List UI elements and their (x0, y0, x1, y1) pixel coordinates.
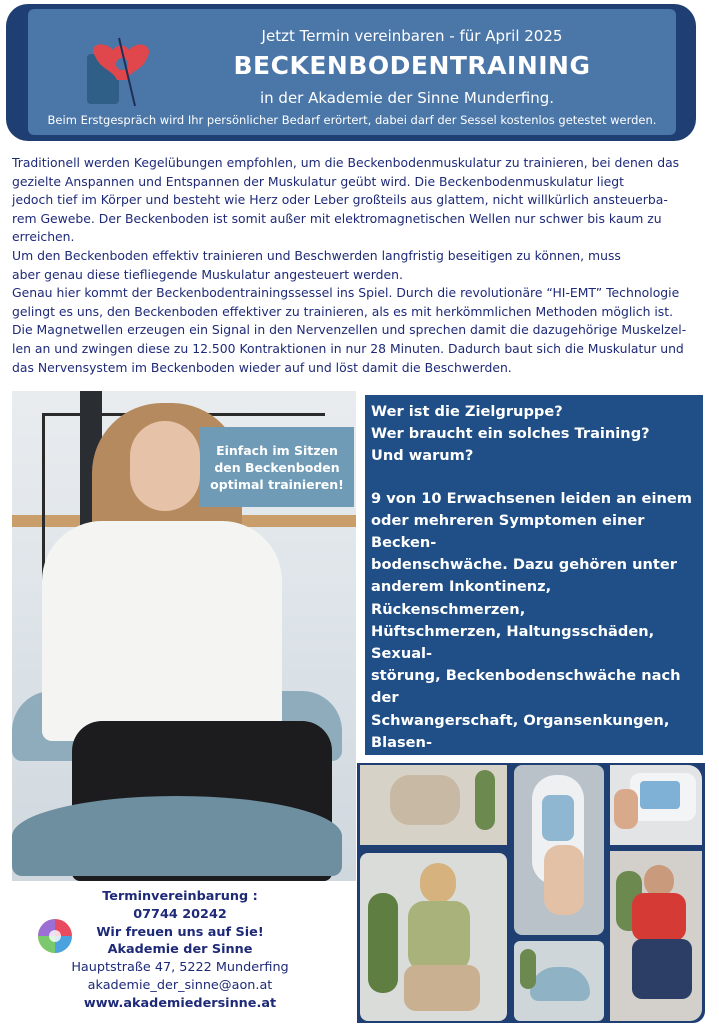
text-line: aber genau diese tiefliegende Muskulatur angesteuert werden. (12, 266, 403, 282)
info-line: anderem Inkontinenz, Rückenschmerzen, (371, 578, 552, 618)
contact-address: Hauptstraße 47, 5222 Munderfing (71, 960, 289, 976)
caption-line: optimal trainieren! (210, 476, 344, 492)
caption-line: den Beckenboden (214, 459, 340, 475)
gallery-photo-controller (514, 765, 604, 935)
gallery-photo-chair (514, 941, 604, 1021)
gallery-photo-hands (360, 765, 507, 845)
info-line: Hüftschmerzen, Haltungsschäden, Sexual- (371, 622, 655, 663)
contact-website[interactable]: www.akademiedersinne.at (83, 995, 277, 1011)
header-location: in der Akademie der Sinne Munderfing. (259, 89, 555, 107)
info-line: oder mehreren Symptomen einer Becken- (371, 511, 645, 552)
person-face (130, 421, 200, 511)
header-panel (28, 9, 676, 135)
gallery-photo-woman (360, 853, 507, 1021)
text-line: erreichen. (12, 229, 75, 245)
caption-line: Einfach im Sitzen (216, 442, 338, 458)
contact-heading: Terminvereinbarung : (102, 889, 258, 904)
text-line: das Nervensystem im Beckenboden wieder auf und löst damit die Beschwerden. (12, 359, 512, 375)
gallery-photo-tablet (610, 765, 702, 845)
text-line: Um den Beckenboden effektiv trainieren und Beschwerden langfristig beseitigen zu können, muss (12, 247, 621, 263)
contact-phone[interactable]: 07744 20242 (133, 906, 227, 922)
header-banner (6, 4, 696, 141)
question: Wer ist die Zielgruppe? (371, 403, 563, 420)
intro-text (12, 154, 702, 377)
text-line: Genau hier kommt der Beckenbodentrainingssessel ins Spiel. Durch die revolutionäre “HI-EMT” Technologie (12, 285, 680, 301)
contact-block (55, 888, 305, 1013)
chair-base (12, 796, 342, 876)
info-line: Schwangerschaft, Organsenkungen, Blasen- (371, 711, 670, 751)
contact-greeting: Wir freuen uns auf Sie! (96, 924, 264, 940)
contact-email[interactable]: akademie_der_sinne@aon.at (87, 977, 273, 993)
gallery-photo-man (610, 851, 702, 1021)
text-line: Traditionell werden Kegelübungen empfohlen, um die Beckenbodenmuskulatur zu trainieren, bei denen das (12, 155, 680, 170)
photo-gallery (357, 763, 705, 1023)
target-group-box (365, 395, 703, 755)
info-line: störung, Beckenbodenschwäche nach der (371, 667, 681, 707)
contact-name: Akademie der Sinne (107, 942, 253, 958)
text-line: Die Magnetwellen erzeugen ein Signal in den Nervenzellen und sprechen damit die dazugehörige Muskelzel- (12, 322, 687, 338)
text-line: gezielte Anspannen und Entspannen der Muskulatur geübt wird. Die Beckenbodenmuskulatur liegt (12, 173, 625, 189)
question: Wer braucht ein solches Training? (371, 425, 650, 443)
info-line: 9 von 10 Erwachsenen leiden an einem (371, 489, 692, 507)
question: Und warum? (371, 447, 474, 465)
text-line: gelingt es uns, den Beckenboden effektiver zu trainieren, als es mit herkömmlichen Methoden möglich ist. (12, 303, 674, 319)
page-title: BECKENBODENTRAINING (233, 51, 591, 80)
header-subtitle: Jetzt Termin vereinbaren - für April 2025 (261, 27, 563, 45)
text-line: rem Gewebe. Der Beckenboden ist somit außer mit elektromagnetischen Wellen nur schwer bis kaum zu (12, 210, 662, 226)
text-line: len an und zwingen diese zu 12.500 Kontraktionen in nur 28 Minuten. Dadurch baut sich die Muskulatur und (12, 340, 684, 356)
info-line: bodenschwäche. Dazu gehören unter (371, 556, 677, 574)
photo-caption (200, 427, 354, 507)
person-shirt (42, 521, 282, 741)
header-note: Beim Erstgespräch wird Ihr persönlicher Bedarf erörtert, dabei darf der Sessel kostenlos getestet werden. (47, 113, 657, 127)
text-line: jedoch tief im Körper und besteht wie Herz oder Leber großteils aus glattem, nicht willkürlich ansteuerba- (12, 192, 668, 208)
